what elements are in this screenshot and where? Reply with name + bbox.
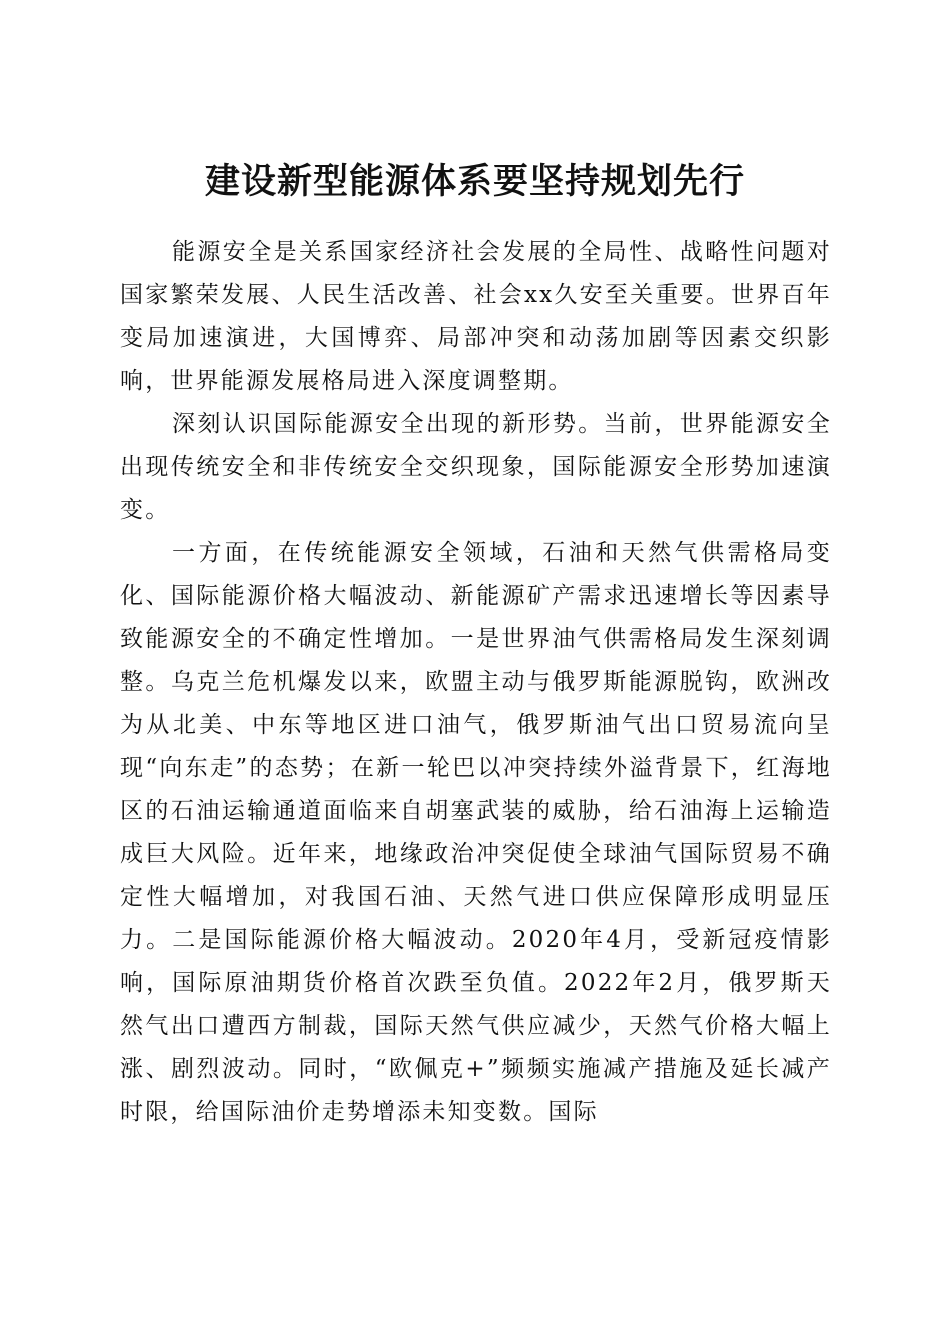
paragraph-1: 能源安全是关系国家经济社会发展的全局性、战略性问题对国家繁荣发展、人民生活改善、社会xx久安至关重要。世界百年变局加速演进，大国博弈、局部冲突和动荡加剧等因素交织影响，世界能源发展格局进入深度调整期。: [120, 239, 832, 394]
document-title: 建设新型能源体系要坚持规划先行: [204, 161, 745, 203]
paragraph-2: 深刻认识国际能源安全出现的新形势。当前，世界能源安全出现传统安全和非传统安全交织现象，国际能源安全形势加速演变。: [120, 411, 832, 523]
document-body: [120, 231, 832, 1134]
paragraph-3: 一方面，在传统能源安全领域，石油和天然气供需格局变化、国际能源价格大幅波动、新能源矿产需求迅速增长等因素导致能源安全的不确定性增加。一是世界油气供需格局发生深刻调整。乌克兰危机爆发以来，欧盟主动与俄罗斯能源脱钩，欧洲改为从北美、中东等地区进口油气，俄罗斯油气出口贸易流向呈现“向东走”的态势；在新一轮巴以冲突持续外溢背景下，红海地区的石油运输通道面临来自胡塞武装的威胁，给石油海上运输造成巨大风险。近年来，地缘政治冲突促使全球油气国际贸易不确定性大幅增加，对我国石油、天然气进口供应保障形成明显压力。二是国际能源价格大幅波动。2020年4月，受新冠疫情影响，国际原油期货价格首次跌至负值。2022年2月，俄罗斯天然气出口遭西方制裁，国际天然气供应减少，天然气价格大幅上涨、剧烈波动。同时，“欧佩克+”频频实施减产措施及延长减产时限，给国际油价走势增添未知变数。国际: [120, 540, 832, 1125]
